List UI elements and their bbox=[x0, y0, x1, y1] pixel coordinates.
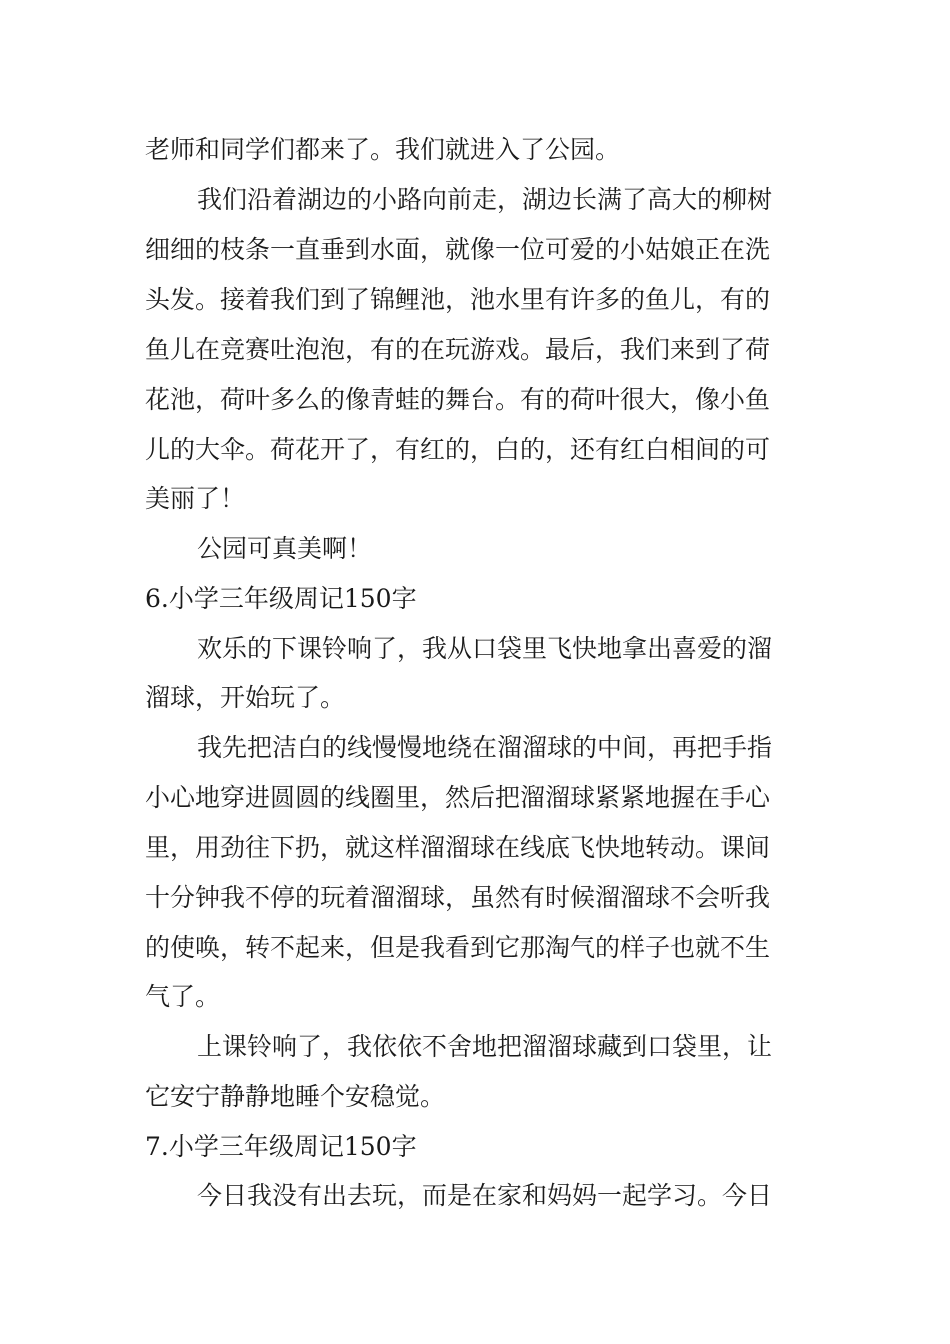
section-heading: 7.小学三年级周记150字 bbox=[145, 1132, 417, 1161]
text-line: 鱼儿在竞赛吐泡泡，有的在玩游戏。最后，我们来到了荷 bbox=[145, 335, 771, 364]
text-line: 美丽了！ bbox=[145, 484, 246, 513]
section-heading: 6.小学三年级周记150字 bbox=[145, 584, 417, 613]
paragraph-first-line: 上课铃响了，我依依不舍地把溜溜球藏到口袋里，让 bbox=[197, 1032, 773, 1061]
paragraph-first-line: 欢乐的下课铃响了，我从口袋里飞快地拿出喜爱的溜 bbox=[197, 634, 773, 663]
paragraph-first-line: 公园可真美啊！ bbox=[197, 534, 373, 563]
text-line: 老师和同学们都来了。我们就进入了公园。 bbox=[145, 135, 621, 164]
text-line: 气了。 bbox=[145, 982, 221, 1011]
text-line: 头发。接着我们到了锦鲤池，池水里有许多的鱼儿，有的 bbox=[145, 285, 771, 314]
text-line: 小心地穿进圆圆的线圈里，然后把溜溜球紧紧地握在手心 bbox=[145, 783, 771, 812]
text-line: 细细的枝条一直垂到水面，就像一位可爱的小姑娘正在洗 bbox=[145, 235, 771, 264]
text-line: 溜球，开始玩了。 bbox=[145, 683, 346, 712]
paragraph-first-line: 我们沿着湖边的小路向前走，湖边长满了高大的柳树 bbox=[197, 185, 773, 214]
paragraph-first-line: 今日我没有出去玩，而是在家和妈妈一起学习。今日 bbox=[197, 1181, 773, 1210]
text-line: 儿的大伞。荷花开了，有红的，白的，还有红白相间的可 bbox=[145, 435, 771, 464]
text-line: 花池，荷叶多么的像青蛙的舞台。有的荷叶很大，像小鱼 bbox=[145, 385, 771, 414]
text-line: 的使唤，转不起来，但是我看到它那淘气的样子也就不生 bbox=[145, 933, 771, 962]
paragraph-first-line: 我先把洁白的线慢慢地绕在溜溜球的中间，再把手指 bbox=[197, 733, 773, 762]
text-line: 它安宁静静地睡个安稳觉。 bbox=[145, 1082, 446, 1111]
text-line: 十分钟我不停的玩着溜溜球，虽然有时候溜溜球不会听我 bbox=[145, 883, 771, 912]
text-line: 里，用劲往下扔，就这样溜溜球在线底飞快地转动。课间 bbox=[145, 833, 771, 862]
